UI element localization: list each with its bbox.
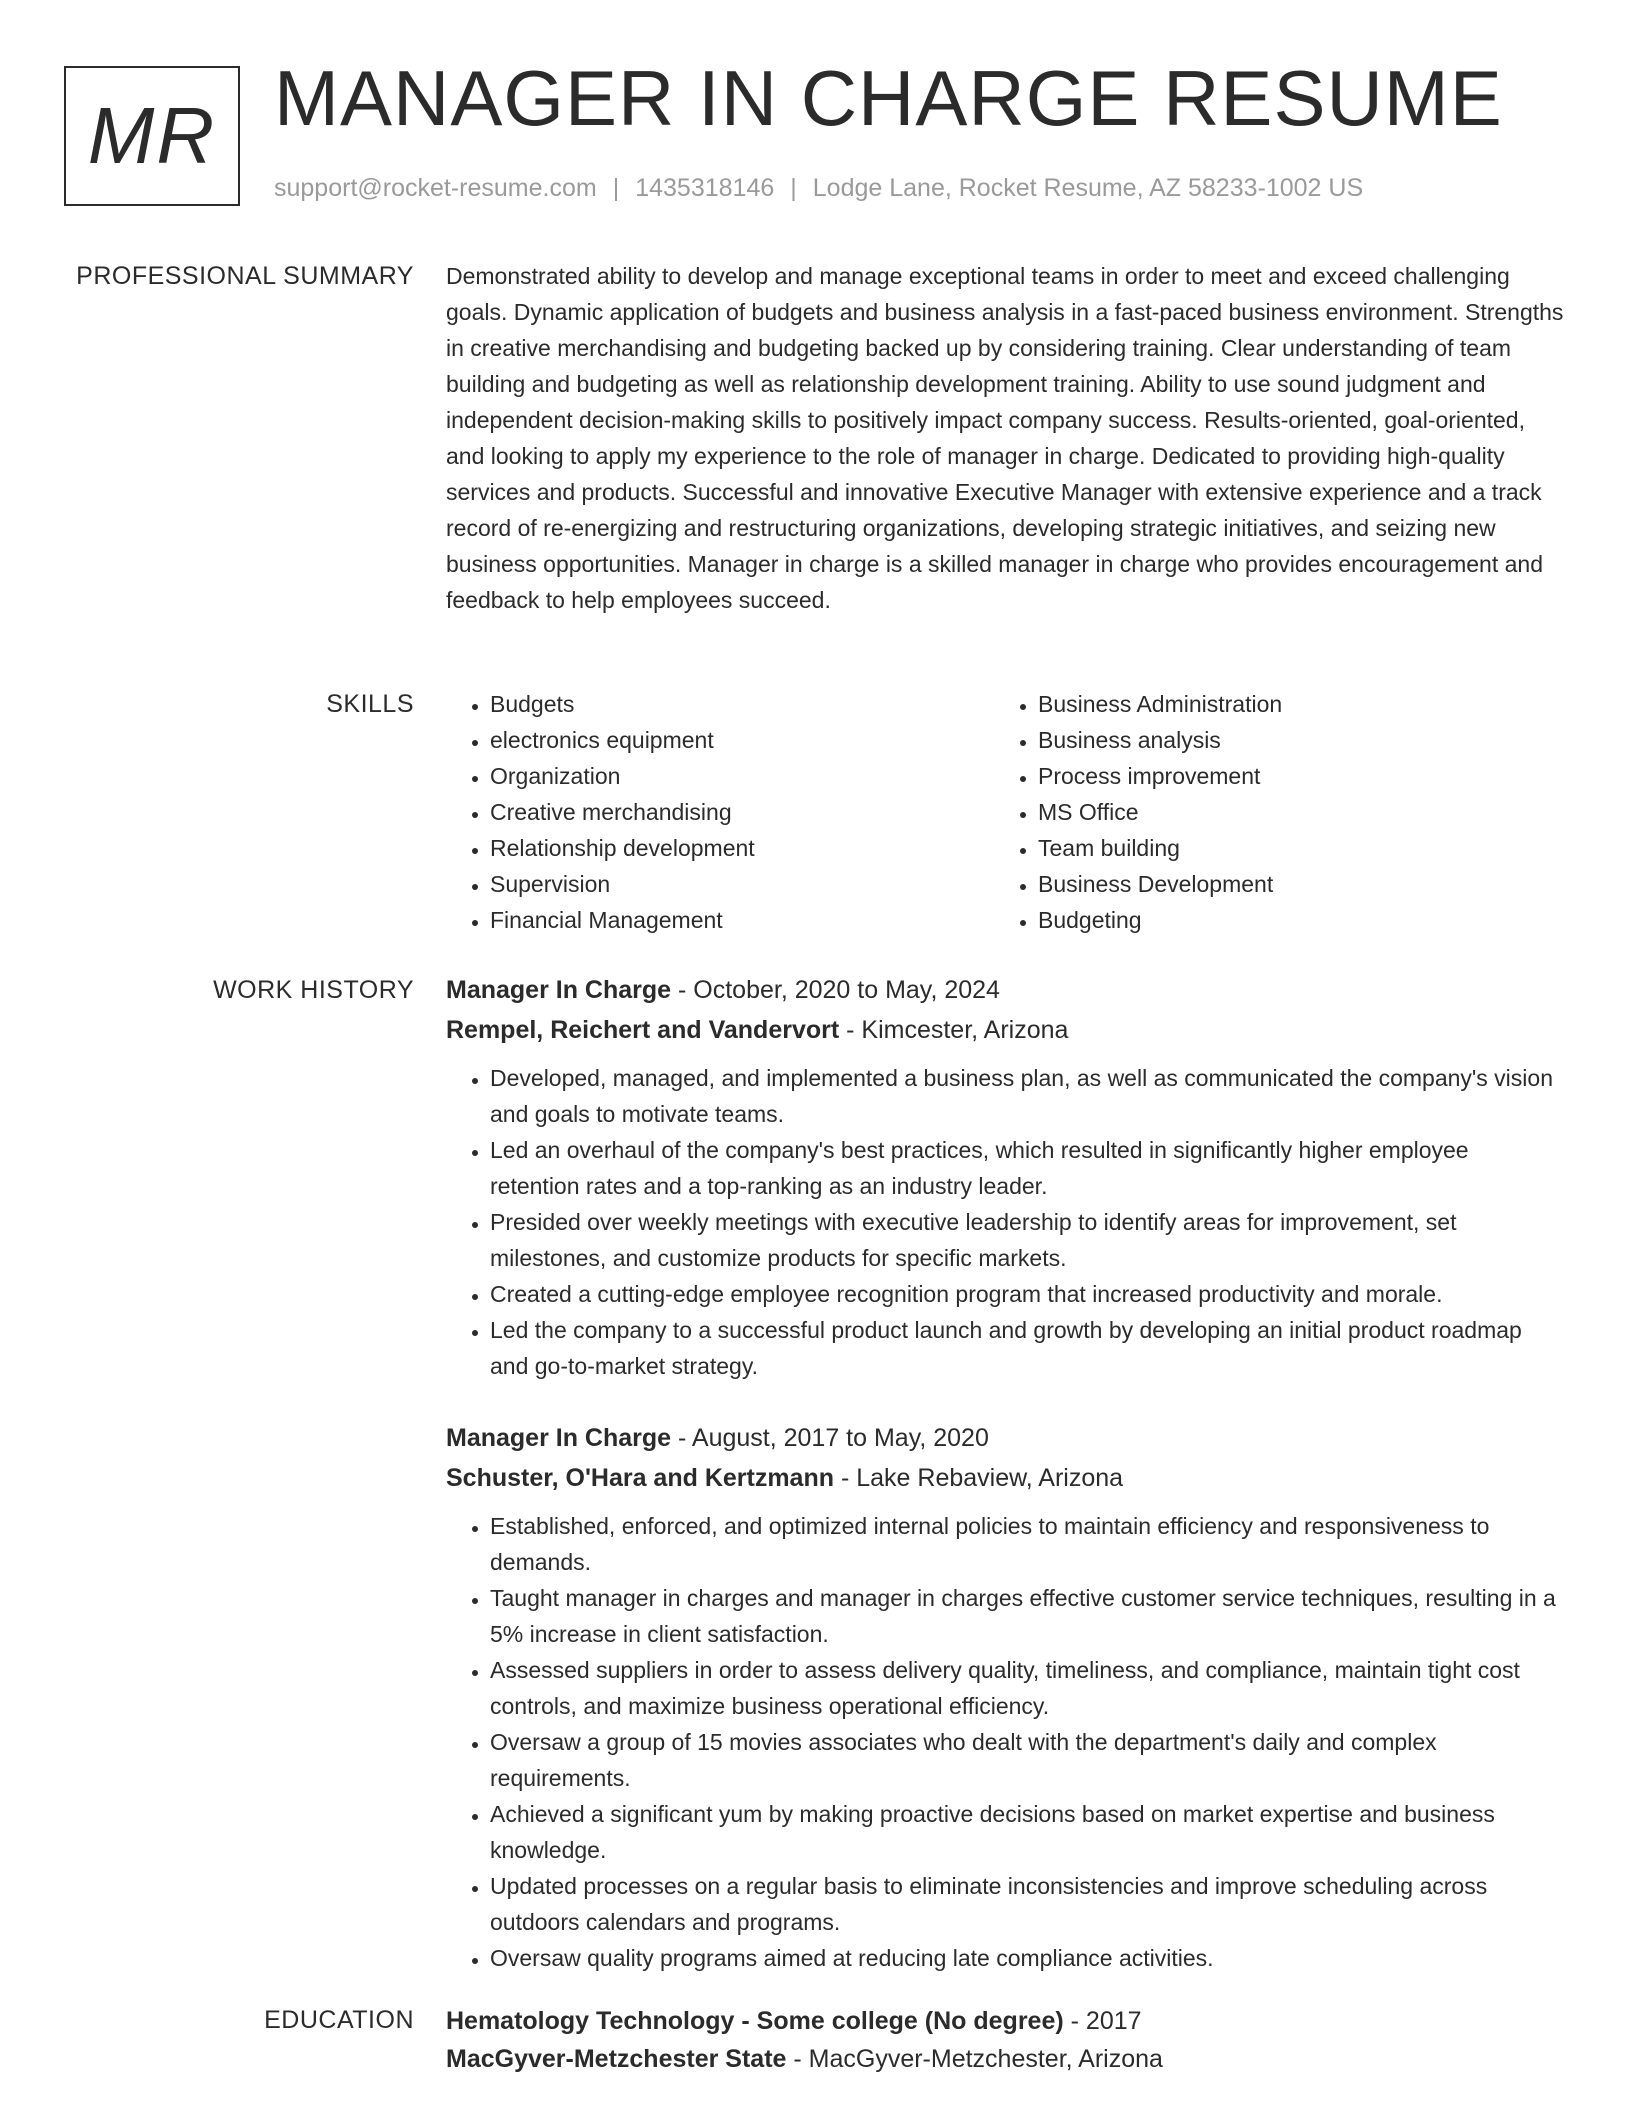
skill-item: • Creative merchandising — [490, 794, 994, 830]
section-label-summary: PROFESSIONAL SUMMARY — [76, 262, 414, 290]
contact-address: Lodge Lane, Rocket Resume, AZ 58233-1002 US — [812, 174, 1364, 202]
education-degree: Hematology Technology - Some college (No degree) — [446, 2007, 1064, 2035]
job-company: Schuster, O'Hara and Kertzmann — [446, 1464, 835, 1492]
job-bullets — [446, 1060, 1564, 1384]
job-entry — [446, 970, 1564, 1384]
monogram-logo: MR — [64, 66, 240, 206]
education-school-line — [446, 2040, 1564, 2078]
section-label-education: EDUCATION — [264, 2006, 414, 2034]
job-company-line — [446, 1010, 1564, 1050]
job-dates: - October, 2020 to May, 2024 — [671, 976, 1000, 1004]
job-bullet: • Presided over weekly meetings with executive leadership to identify areas for improvement, set milestones, and customize products for specific markets. — [490, 1204, 1564, 1276]
contact-separator: | — [612, 174, 620, 202]
job-title-line — [446, 1418, 1564, 1458]
job-bullet: • Oversaw a group of 15 movies associates who dealt with the department's daily and complex requirements. — [490, 1724, 1564, 1796]
job-bullet: • Achieved a significant yum by making proactive decisions based on market expertise and business knowledge. — [490, 1796, 1564, 1868]
job-bullet: • Created a cutting-edge employee recognition program that increased productivity and morale. — [490, 1276, 1564, 1312]
skills-list-right — [994, 686, 1542, 938]
job-bullet: • Assessed suppliers in order to assess delivery quality, timeliness, and compliance, maintain tight cost controls, and maximize business operational efficiency. — [490, 1652, 1564, 1724]
skill-item: • MS Office — [1038, 794, 1542, 830]
job-bullet: • Developed, managed, and implemented a business plan, as well as communicated the company's vision and goals to motivate teams. — [490, 1060, 1564, 1132]
job-title: Manager In Charge — [446, 1424, 672, 1452]
skill-item: • Budgeting — [1038, 902, 1542, 938]
job-bullet: • Established, enforced, and optimized internal policies to maintain efficiency and responsiveness to demands. — [490, 1508, 1564, 1580]
skill-item: • Process improvement — [1038, 758, 1542, 794]
job-location: - Lake Rebaview, Arizona — [834, 1464, 1124, 1492]
skill-item: • Supervision — [490, 866, 994, 902]
job-company-line — [446, 1458, 1564, 1498]
skill-item: • Business Development — [1038, 866, 1542, 902]
skill-item: • Relationship development — [490, 830, 994, 866]
education-body — [446, 2002, 1564, 2078]
skill-item: • Organization — [490, 758, 994, 794]
section-label-skills: SKILLS — [326, 690, 414, 718]
job-bullet: • Led the company to a successful product launch and growth by developing an initial product roadmap and go-to-market strategy. — [490, 1312, 1564, 1384]
job-title: Manager In Charge — [446, 976, 672, 1004]
job-bullet: • Oversaw quality programs aimed at reducing late compliance activities. — [490, 1940, 1564, 1976]
job-bullet: • Led an overhaul of the company's best practices, which resulted in significantly higher employee retention rates and a top-ranking as an industry leader. — [490, 1132, 1564, 1204]
job-company: Rempel, Reichert and Vandervort — [446, 1016, 840, 1044]
skill-item: • Business analysis — [1038, 722, 1542, 758]
resume-title: MANAGER IN CHARGE RESUME — [274, 54, 1503, 142]
section-label-work-history: WORK HISTORY — [213, 976, 414, 1004]
skills-grid — [446, 686, 1564, 938]
summary-body — [446, 258, 1564, 618]
job-entry — [446, 1418, 1564, 1976]
job-location: - Kimcester, Arizona — [839, 1016, 1069, 1044]
skill-item: • Financial Management — [490, 902, 994, 938]
skill-item: • Team building — [1038, 830, 1542, 866]
work-history-body — [446, 970, 1564, 2010]
job-bullets — [446, 1508, 1564, 1976]
contact-email: support@rocket-resume.com — [274, 174, 597, 202]
contact-phone: 1435318146 — [635, 174, 775, 202]
education-school: MacGyver-Metzchester State — [446, 2045, 787, 2073]
skills-list-left — [446, 686, 994, 938]
education-location: - MacGyver-Metzchester, Arizona — [786, 2045, 1163, 2073]
skill-item: • Budgets — [490, 686, 994, 722]
contact-line — [274, 174, 1363, 203]
job-dates: - August, 2017 to May, 2020 — [671, 1424, 989, 1452]
education-year: - 2017 — [1063, 2007, 1142, 2035]
summary-text: Demonstrated ability to develop and manage exceptional teams in order to meet and exceed challenging goals. Dynamic application of budgets and business analysis in a fast-paced business environment. Strengths in creative merchandising and budgeting backed up by considering training. Clear understanding of team building and budgeting as well as relationship development training. Ability to use sound judgment and independent decision-making skills to positively impact company success. Results-oriented, goal-oriented, and looking to apply my experience to the role of manager in charge. Dedicated to providing high-quality services and products. Successful and innovative Executive Manager with extensive experience and a track record of re-energizing and restructuring organizations, developing strategic initiatives, and seizing new business opportunities. Manager in charge is a skilled manager in charge who provides encouragement and feedback to help employees succeed. — [446, 263, 1564, 613]
skill-item: • Business Administration — [1038, 686, 1542, 722]
education-degree-line — [446, 2002, 1564, 2040]
contact-separator: | — [790, 174, 797, 202]
job-bullet: • Updated processes on a regular basis to eliminate inconsistencies and improve scheduling across outdoors calendars and programs. — [490, 1868, 1564, 1940]
job-bullet: • Taught manager in charges and manager in charges effective customer service techniques, resulting in a 5% increase in client satisfaction. — [490, 1580, 1564, 1652]
job-title-line — [446, 970, 1564, 1010]
skill-item: • electronics equipment — [490, 722, 994, 758]
